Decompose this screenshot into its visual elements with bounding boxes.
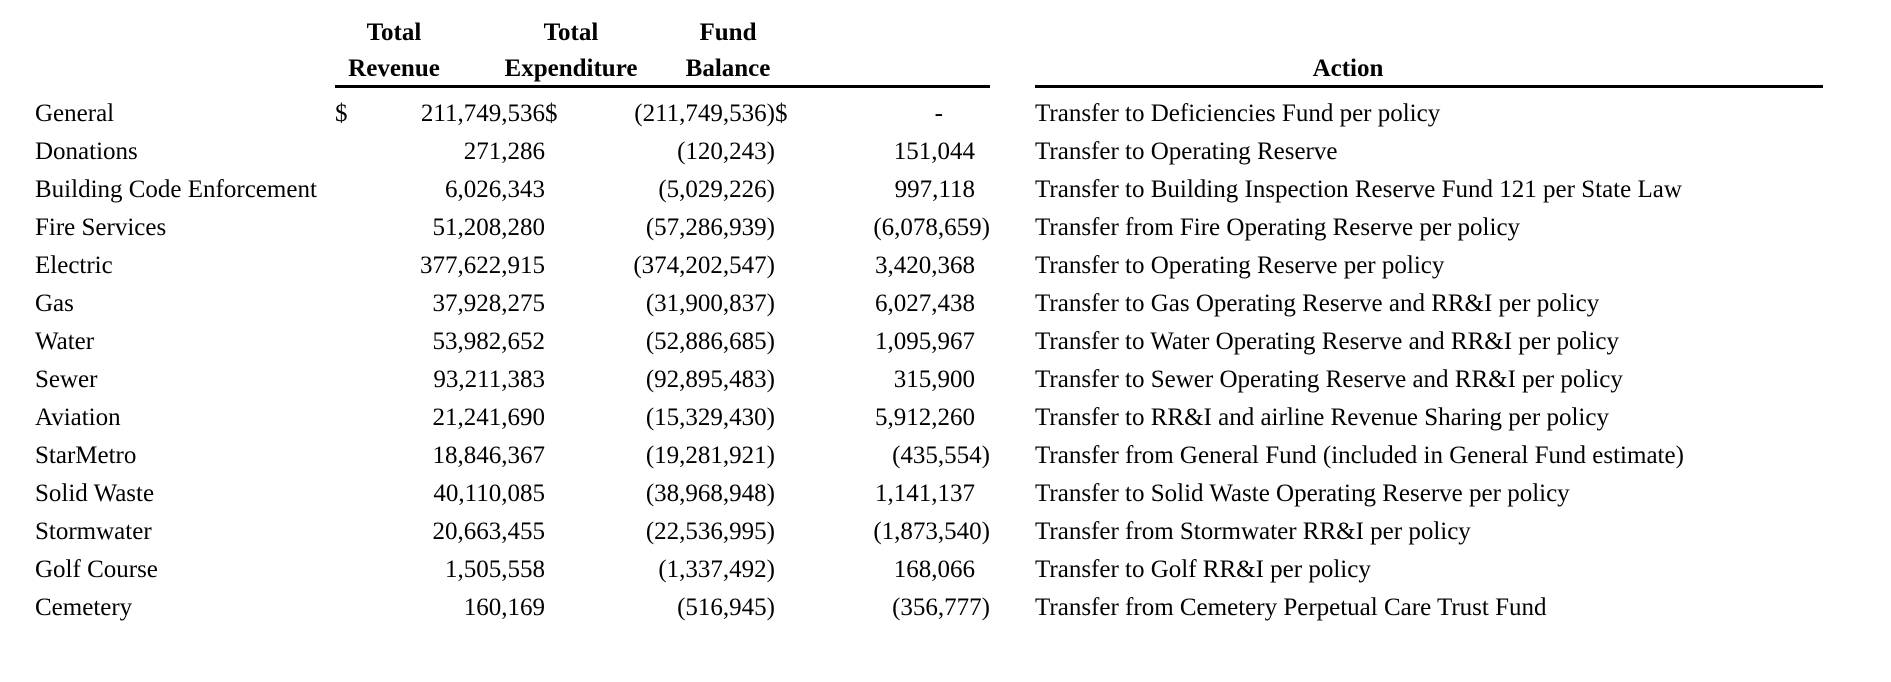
balance-cell: 1,141,137 <box>875 480 975 507</box>
spacer-cell <box>990 551 1035 589</box>
revenue-header-line2: Revenue <box>348 55 440 82</box>
action-cell: Transfer to Solid Waste Operating Reserve per policy <box>1035 480 1570 507</box>
revenue-value: 211,749,536 <box>420 100 545 127</box>
expenditure-cell: (516,945) <box>677 594 775 621</box>
expenditure-cell: (374,202,547) <box>633 252 775 279</box>
fund-name-cell: StarMetro <box>35 442 137 469</box>
action-cell: Transfer to Sewer Operating Reserve and RR&I per policy <box>1035 366 1623 393</box>
table-row <box>35 513 1823 551</box>
action-cell: Transfer to Gas Operating Reserve and RR&I per policy <box>1035 290 1600 317</box>
expenditure-cell: (38,968,948) <box>645 480 775 507</box>
balance-value: - <box>934 100 943 127</box>
action-cell: Transfer to RR&I and airline Revenue Sharing per policy <box>1035 404 1609 431</box>
fund-name-cell: General <box>35 100 115 127</box>
dollar-sign: $ <box>545 100 558 127</box>
expenditure-cell: (19,281,921) <box>645 442 775 469</box>
fund-name-cell: Stormwater <box>35 518 152 545</box>
spacer-cell <box>990 209 1035 247</box>
balance-cell: 3,420,368 <box>875 252 975 279</box>
table-row <box>35 399 1823 437</box>
revenue-cell: 377,622,915 <box>420 252 545 279</box>
table-row <box>35 551 1823 589</box>
numeric-columns-underline <box>335 85 990 88</box>
fund-name-cell: Cemetery <box>35 594 133 621</box>
balance-cell: (435,554) <box>892 442 990 469</box>
spacer-cell <box>990 247 1035 285</box>
expenditure-value: (211,749,536) <box>634 100 775 127</box>
revenue-cell: 20,663,455 <box>432 518 545 545</box>
spacer-cell <box>990 285 1035 323</box>
table-row <box>35 475 1823 513</box>
action-cell: Transfer to Operating Reserve <box>1035 138 1338 165</box>
spacer-cell <box>990 361 1035 399</box>
fund-name-cell: Solid Waste <box>35 480 155 507</box>
action-column-underline <box>1035 85 1823 88</box>
revenue-cell: 93,211,383 <box>433 366 545 393</box>
balance-cell: (356,777) <box>892 594 990 621</box>
spacer-cell <box>990 133 1035 171</box>
action-header: Action <box>1312 55 1384 82</box>
table-row <box>35 209 1823 247</box>
fund-name-cell: Donations <box>35 138 138 165</box>
balance-cell: 151,044 <box>893 138 975 165</box>
fund-name-cell: Electric <box>35 252 113 279</box>
table-row <box>35 437 1823 475</box>
table-row <box>35 171 1823 209</box>
spacer-cell <box>990 399 1035 437</box>
expenditure-cell: (5,029,226) <box>658 176 775 203</box>
revenue-cell: 21,241,690 <box>432 404 545 431</box>
action-cell: Transfer to Deficiencies Fund per policy <box>1035 100 1441 127</box>
table-row <box>35 95 1823 133</box>
balance-cell: (1,873,540) <box>873 518 990 545</box>
expenditure-cell: (15,329,430) <box>645 404 775 431</box>
fund-name-cell: Sewer <box>35 366 98 393</box>
expenditure-cell: (57,286,939) <box>645 214 775 241</box>
revenue-header-line1: Total <box>366 19 422 46</box>
table-row <box>35 323 1823 361</box>
table-row <box>35 133 1823 171</box>
action-cell: Transfer to Building Inspection Reserve Fund 121 per State Law <box>1035 176 1682 203</box>
balance-cell: 315,900 <box>893 366 975 393</box>
expenditure-cell: (120,243) <box>677 138 775 165</box>
balance-cell: 997,118 <box>894 176 975 203</box>
spacer-cell <box>990 437 1035 475</box>
fund-name-cell: Water <box>35 328 95 355</box>
revenue-cell <box>335 95 545 133</box>
expenditure-cell: (22,536,995) <box>645 518 775 545</box>
dollar-sign: $ <box>775 100 788 127</box>
fund-name-cell: Gas <box>35 290 74 317</box>
fund-name-cell: Aviation <box>35 404 121 431</box>
expenditure-header-line2: Expenditure <box>504 55 638 82</box>
revenue-cell: 1,505,558 <box>445 556 545 583</box>
action-cell: Transfer from Fire Operating Reserve per policy <box>1035 214 1521 241</box>
spacer-cell <box>990 171 1035 209</box>
expenditure-cell: (52,886,685) <box>645 328 775 355</box>
action-cell: Transfer to Water Operating Reserve and RR&I per policy <box>1035 328 1619 355</box>
fund-name-cell: Golf Course <box>35 556 158 583</box>
balance-cell: 168,066 <box>893 556 975 583</box>
revenue-cell: 271,286 <box>463 138 545 165</box>
revenue-cell: 51,208,280 <box>432 214 545 241</box>
balance-cell: 1,095,967 <box>875 328 975 355</box>
action-cell: Transfer to Golf RR&I per policy <box>1035 556 1371 583</box>
expenditure-cell <box>545 95 775 133</box>
spacer-cell <box>990 323 1035 361</box>
dollar-sign: $ <box>335 100 348 127</box>
revenue-cell: 18,846,367 <box>432 442 545 469</box>
table-row <box>35 247 1823 285</box>
fund-summary-table <box>35 95 1823 627</box>
revenue-cell: 53,982,652 <box>432 328 545 355</box>
fund-name-cell: Building Code Enforcement <box>35 176 317 203</box>
balance-cell <box>775 95 990 133</box>
spacer-cell <box>990 513 1035 551</box>
action-cell: Transfer from General Fund (included in General Fund estimate) <box>1035 442 1684 469</box>
expenditure-header-line1: Total <box>543 19 599 46</box>
expenditure-cell: (31,900,837) <box>645 290 775 317</box>
fund-name-cell: Fire Services <box>35 214 167 241</box>
spacer-cell <box>990 95 1035 133</box>
balance-cell: 6,027,438 <box>875 290 975 317</box>
revenue-cell: 6,026,343 <box>445 176 545 203</box>
balance-header-line1: Fund <box>699 19 757 46</box>
revenue-cell: 160,169 <box>463 594 545 621</box>
spacer-cell <box>990 475 1035 513</box>
balance-cell: (6,078,659) <box>873 214 990 241</box>
revenue-cell: 40,110,085 <box>433 480 545 507</box>
balance-cell: 5,912,260 <box>875 404 975 431</box>
action-cell: Transfer from Cemetery Perpetual Care Trust Fund <box>1035 594 1547 621</box>
expenditure-cell: (1,337,492) <box>658 556 775 583</box>
revenue-cell: 37,928,275 <box>432 290 545 317</box>
spacer-cell <box>990 589 1035 627</box>
action-cell: Transfer to Operating Reserve per policy <box>1035 252 1445 279</box>
action-cell: Transfer from Stormwater RR&I per policy <box>1035 518 1471 545</box>
table-row <box>35 361 1823 399</box>
table-row <box>35 285 1823 323</box>
table-row <box>35 589 1823 627</box>
balance-header-line2: Balance <box>685 55 771 82</box>
expenditure-cell: (92,895,483) <box>645 366 775 393</box>
